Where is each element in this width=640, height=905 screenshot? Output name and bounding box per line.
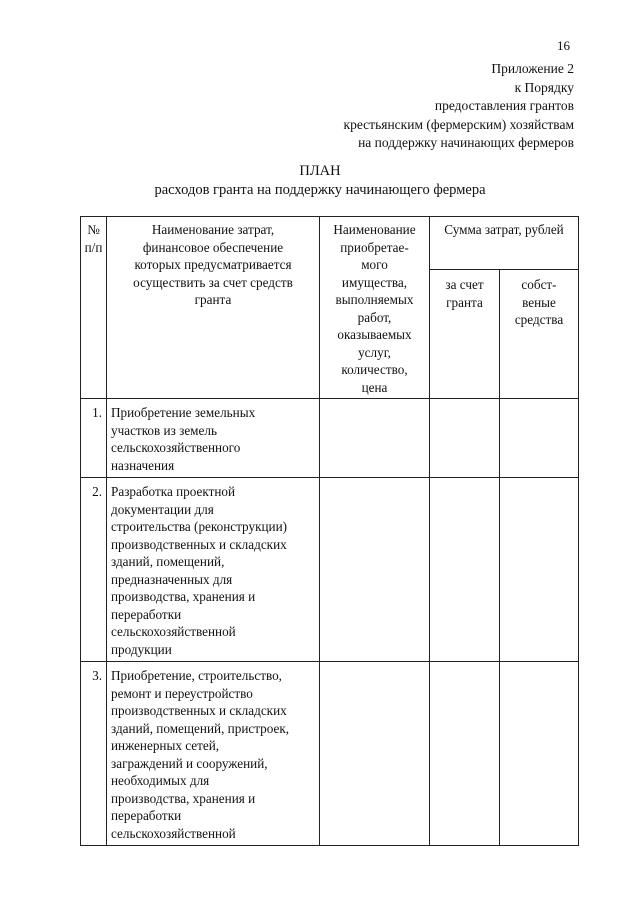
row-number: 2. [81,478,107,662]
row-text-line: сельскохозяйственного [111,440,241,455]
header-line: Наименование [333,222,416,237]
row-text-line: необходимых для [111,773,210,788]
row-expense-name [107,399,320,478]
plan-title-main: ПЛАН [299,163,341,179]
row-text-line: производственных и складских [111,703,287,718]
row-text-line: документации для [111,501,214,517]
header-grant-funds [430,270,500,399]
row-number: 3. [81,662,107,846]
header-line: средства [514,312,564,328]
header-line: услуг, [358,344,391,360]
header-line: которых предусматривается [134,257,292,272]
table-row [81,478,579,662]
appendix-line: на поддержку начинающих фермеров [358,135,574,150]
header-line: цена [361,379,388,395]
header-line: выполняемых [335,292,414,307]
plan-title [0,162,640,200]
row-own-cell [500,662,579,846]
appendix-reference [344,60,574,153]
row-text-line: сельскохозяйственной [111,624,236,639]
header-cost-sum: Сумма затрат, рублей [430,217,579,270]
row-item-cell [320,478,430,662]
header-line: работ, [357,309,392,325]
row-text-line: продукции [111,641,172,657]
row-text-line: переработки [111,606,182,622]
row-expense-name [107,478,320,662]
header-line: приобретае- [340,239,409,255]
row-text-line: инженерных сетей, [111,738,220,753]
header-line: № [87,222,100,237]
row-own-cell [500,478,579,662]
header-expense-name [107,217,320,399]
row-text-line: ремонт и переустройство [111,685,253,701]
row-item-cell [320,399,430,478]
table-row [81,662,579,846]
header-line: имущества, [341,274,408,290]
appendix-line: предоставления грантов [434,98,574,113]
row-text-line: сельскохозяйственной [111,825,236,841]
page-number: 16 [557,38,570,53]
row-text-line: Приобретение, строительство, [111,668,282,683]
appendix-line: к Порядку [514,79,574,95]
row-text-line: производственных и складских [111,536,287,552]
header-line: осуществить за счет средств [133,274,293,290]
row-text-line: зданий, помещений, пристроек, [111,720,290,736]
row-grant-cell [430,662,500,846]
header-line: собст- [521,277,557,293]
header-line: количество, [341,362,408,377]
row-text-line: предназначенных для [111,571,233,587]
row-grant-cell [430,399,500,478]
table-row [81,399,579,478]
header-line: финансовое обеспечение [142,239,284,255]
row-grant-cell [430,478,500,662]
header-number [81,217,107,399]
appendix-line: крестьянским (фермерским) хозяйствам [343,116,574,132]
plan-title-subtitle: расходов гранта на поддержку начинающего фермера [154,182,486,198]
header-item-name [320,217,430,399]
row-item-cell [320,662,430,846]
header-line: Наименование затрат, [151,222,275,237]
row-number: 1. [81,399,107,478]
header-line: гранта [194,292,232,307]
row-expense-name [107,662,320,846]
header-line: гранта [446,294,483,310]
header-line: за счет [445,277,484,293]
header-line: веные [522,294,556,310]
appendix-line: Приложение 2 [491,61,574,76]
row-text-line: Разработка проектной [111,484,236,499]
row-text-line: производства, хранения и [111,790,256,806]
row-own-cell [500,399,579,478]
table-header-row [81,217,579,270]
header-line: п/п [84,239,103,255]
header-line: мого [361,257,388,272]
row-text-line: строительства (реконструкции) [111,519,288,534]
header-line: оказываемых [337,327,412,342]
row-text-line: назначения [111,457,175,473]
row-text-line: заграждений и сооружений, [111,755,268,771]
row-text-line: Приобретение земельных [111,405,256,420]
row-text-line: переработки [111,808,182,823]
row-text-line: производства, хранения и [111,589,256,604]
expense-plan-table [80,216,579,846]
row-text-line: участков из земель [111,422,217,438]
row-text-line: зданий, помещений, [111,554,225,569]
header-own-funds [500,270,579,399]
